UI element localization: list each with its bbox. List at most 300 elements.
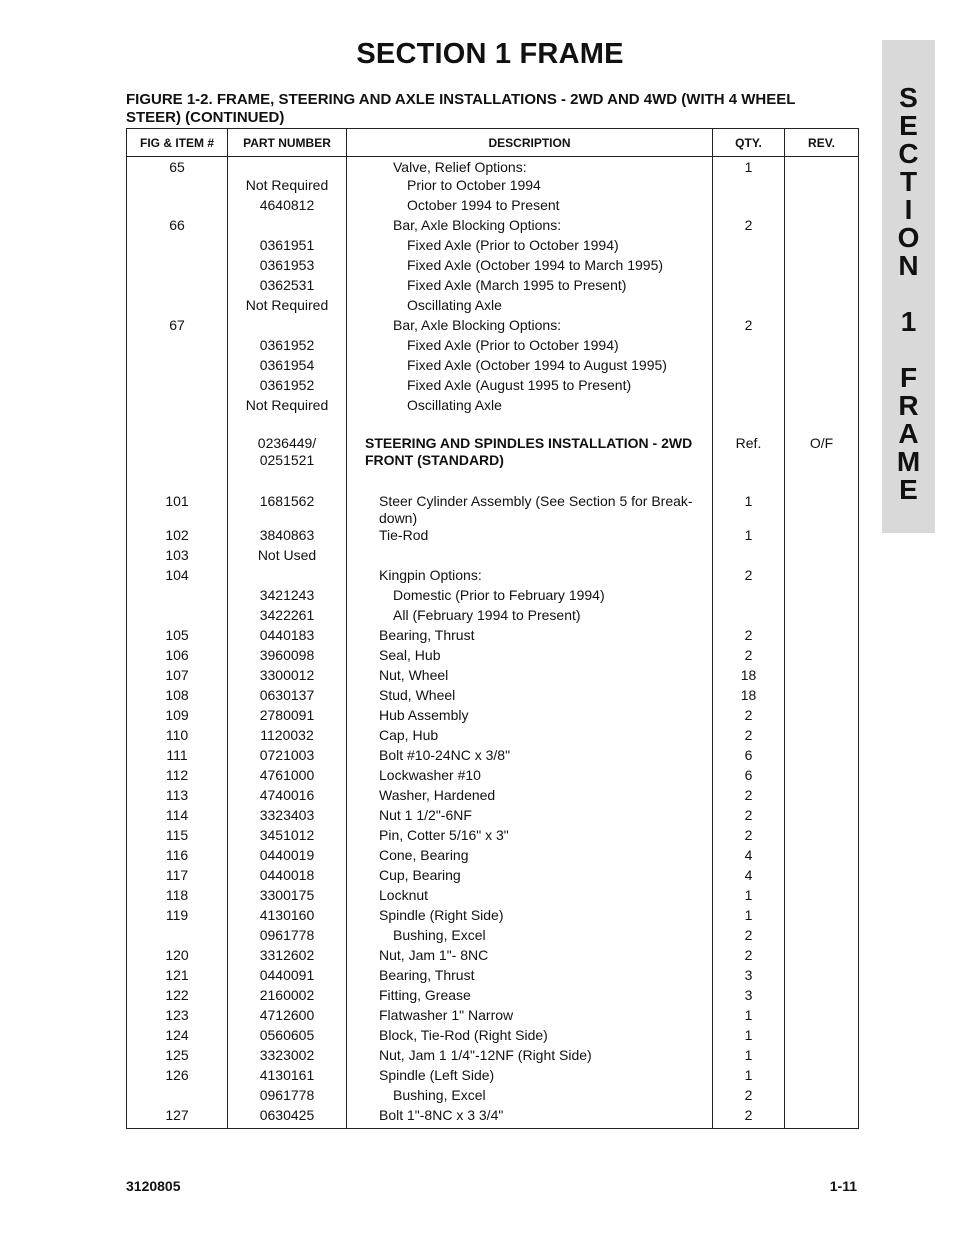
item-number-cell: 123 (127, 1007, 228, 1027)
revision-cell (785, 787, 859, 807)
quantity-cell (713, 357, 785, 377)
part-number-cell: 0721003 (228, 747, 347, 767)
description-cell: Fixed Axle (Prior to October 1994) (347, 237, 713, 257)
item-number-cell: 101 (127, 493, 228, 527)
item-number-cell: 118 (127, 887, 228, 907)
revision-cell (785, 667, 859, 687)
side-tab-letter: 1 (900, 306, 917, 337)
quantity-cell (713, 297, 785, 317)
revision-cell (785, 217, 859, 237)
item-number-cell (127, 927, 228, 947)
part-number-cell: 3300175 (228, 887, 347, 907)
part-number-cell: Not Required (228, 397, 347, 417)
quantity-cell (713, 177, 785, 197)
part-number-cell: 4130160 (228, 907, 347, 927)
description-cell: Bushing, Excel (347, 1087, 713, 1107)
description-cell: Prior to October 1994 (347, 177, 713, 197)
part-number-cell: 4761000 (228, 767, 347, 787)
part-number-cell: 3840863 (228, 527, 347, 547)
item-number-cell (127, 377, 228, 397)
side-tab-letter: O (897, 222, 920, 253)
item-number-cell (127, 607, 228, 627)
table-row (127, 1007, 859, 1027)
table-row (127, 277, 859, 297)
figure-title: FIGURE 1-2. FRAME, STEERING AND AXLE INSTALLATIONS - 2WD AND 4WD (WITH 4 WHEEL STEER) (CONTINUED) (126, 91, 796, 126)
table-row (127, 297, 859, 317)
part-number-cell: 0440018 (228, 867, 347, 887)
side-tab-letter: A (898, 418, 919, 449)
description-cell: Lockwasher #10 (347, 767, 713, 787)
revision-cell (785, 827, 859, 847)
item-number-cell: 105 (127, 627, 228, 647)
item-number-cell: 103 (127, 547, 228, 567)
description-cell: Nut, Jam 1"- 8NC (347, 947, 713, 967)
description-cell: Bearing, Thrust (347, 967, 713, 987)
table-row (127, 767, 859, 787)
item-number-cell: 112 (127, 767, 228, 787)
parts-table (126, 128, 859, 1129)
table-row (127, 987, 859, 1007)
part-number-cell: 3312602 (228, 947, 347, 967)
side-tab-letter: S (899, 82, 918, 113)
table-row (127, 867, 859, 887)
revision-cell (785, 647, 859, 667)
part-number-cell: 2160002 (228, 987, 347, 1007)
side-tab-letter: N (898, 250, 919, 281)
revision-cell: O/F (785, 435, 859, 475)
item-number-cell (127, 417, 228, 435)
revision-cell (785, 277, 859, 297)
item-number-cell: 127 (127, 1107, 228, 1129)
item-number-cell: 125 (127, 1047, 228, 1067)
table-row (127, 747, 859, 767)
revision-cell (785, 1027, 859, 1047)
item-number-cell: 106 (127, 647, 228, 667)
table-row (127, 527, 859, 547)
quantity-cell: 2 (713, 927, 785, 947)
item-number-cell: 126 (127, 1067, 228, 1087)
item-number-cell: 111 (127, 747, 228, 767)
part-number-cell: 0961778 (228, 1087, 347, 1107)
description-cell: Fixed Axle (October 1994 to March 1995) (347, 257, 713, 277)
quantity-cell (713, 277, 785, 297)
quantity-cell: 3 (713, 987, 785, 1007)
table-row (127, 947, 859, 967)
quantity-cell (713, 197, 785, 217)
part-number-cell: 0630137 (228, 687, 347, 707)
table-row (127, 567, 859, 587)
quantity-cell (713, 257, 785, 277)
quantity-cell: 6 (713, 767, 785, 787)
part-number-cell: 4712600 (228, 1007, 347, 1027)
item-number-cell: 104 (127, 567, 228, 587)
item-number-cell (127, 1087, 228, 1107)
revision-cell (785, 1107, 859, 1129)
table-row (127, 847, 859, 867)
description-cell: Locknut (347, 887, 713, 907)
part-number-cell: 0630425 (228, 1107, 347, 1129)
revision-cell (785, 607, 859, 627)
quantity-cell: 18 (713, 687, 785, 707)
part-number-cell: 0236449/ 0251521 (228, 435, 347, 475)
item-number-cell (127, 257, 228, 277)
table-header-row (127, 129, 859, 157)
quantity-cell (713, 475, 785, 493)
revision-cell (785, 1047, 859, 1067)
part-number-cell: 0440091 (228, 967, 347, 987)
description-cell: Nut 1 1/2"-6NF (347, 807, 713, 827)
table-row (127, 1107, 859, 1129)
part-number-cell: 0361954 (228, 357, 347, 377)
header-fig-item: FIG & ITEM # (127, 129, 228, 157)
quantity-cell (713, 607, 785, 627)
description-cell: Seal, Hub (347, 647, 713, 667)
part-number-cell: 4640812 (228, 197, 347, 217)
item-number-cell (127, 197, 228, 217)
description-cell: Spindle (Left Side) (347, 1067, 713, 1087)
description-cell: Fixed Axle (Prior to October 1994) (347, 337, 713, 357)
revision-cell (785, 627, 859, 647)
table-row (127, 547, 859, 567)
table-row (127, 787, 859, 807)
description-cell: Washer, Hardened (347, 787, 713, 807)
description-cell: Bushing, Excel (347, 927, 713, 947)
revision-cell (785, 527, 859, 547)
part-number-cell: 0361953 (228, 257, 347, 277)
description-cell: Block, Tie-Rod (Right Side) (347, 1027, 713, 1047)
item-number-cell: 102 (127, 527, 228, 547)
item-number-cell: 117 (127, 867, 228, 887)
page-number: 1-11 (829, 1178, 857, 1194)
description-cell: Nut, Wheel (347, 667, 713, 687)
revision-cell (785, 197, 859, 217)
description-cell: Fixed Axle (October 1994 to August 1995) (347, 357, 713, 377)
quantity-cell (713, 237, 785, 257)
table-row (127, 435, 859, 475)
table-row (127, 197, 859, 217)
table-row (127, 587, 859, 607)
quantity-cell: 1 (713, 157, 785, 177)
description-cell: Pin, Cotter 5/16" x 3" (347, 827, 713, 847)
part-number-cell (228, 567, 347, 587)
revision-cell (785, 747, 859, 767)
item-number-cell (127, 475, 228, 493)
item-number-cell: 119 (127, 907, 228, 927)
description-cell: Kingpin Options: (347, 567, 713, 587)
part-number-cell: 4740016 (228, 787, 347, 807)
part-number-cell: 0361951 (228, 237, 347, 257)
table-row (127, 607, 859, 627)
quantity-cell: 1 (713, 907, 785, 927)
side-tab-letter: T (899, 166, 918, 197)
table-row (127, 967, 859, 987)
item-number-cell (127, 237, 228, 257)
header-rev: REV. (785, 129, 859, 157)
table-row (127, 475, 859, 493)
table-row (127, 727, 859, 747)
revision-cell (785, 377, 859, 397)
revision-cell (785, 927, 859, 947)
item-number-cell (127, 297, 228, 317)
description-cell: Bar, Axle Blocking Options: (347, 317, 713, 337)
part-number-cell: Not Required (228, 297, 347, 317)
part-number-cell: Not Used (228, 547, 347, 567)
table-row (127, 257, 859, 277)
document-number: 3120805 (126, 1178, 181, 1194)
revision-cell (785, 967, 859, 987)
item-number-cell: 124 (127, 1027, 228, 1047)
quantity-cell: 2 (713, 567, 785, 587)
item-number-cell: 109 (127, 707, 228, 727)
revision-cell (785, 587, 859, 607)
quantity-cell: 2 (713, 1087, 785, 1107)
revision-cell (785, 1007, 859, 1027)
part-number-cell: 0361952 (228, 337, 347, 357)
part-number-cell: 1681562 (228, 493, 347, 527)
quantity-cell (713, 417, 785, 435)
quantity-cell: 3 (713, 967, 785, 987)
table-row (127, 707, 859, 727)
quantity-cell (713, 547, 785, 567)
revision-cell (785, 1067, 859, 1087)
quantity-cell: 2 (713, 1107, 785, 1129)
revision-cell (785, 767, 859, 787)
table-row (127, 357, 859, 377)
part-number-cell: 3421243 (228, 587, 347, 607)
header-description: DESCRIPTION (347, 129, 713, 157)
revision-cell (785, 987, 859, 1007)
side-tab-letter: R (898, 390, 919, 421)
item-number-cell: 120 (127, 947, 228, 967)
side-tab-letter: E (899, 110, 918, 141)
side-tab-letter: I (904, 194, 913, 225)
part-number-cell: 3422261 (228, 607, 347, 627)
description-cell: Steer Cylinder Assembly (See Section 5 for Break-down) (347, 493, 713, 527)
header-part-number: PART NUMBER (228, 129, 347, 157)
table-row (127, 493, 859, 527)
part-number-cell: 0361952 (228, 377, 347, 397)
description-cell (347, 547, 713, 567)
revision-cell (785, 257, 859, 277)
item-number-cell: 108 (127, 687, 228, 707)
part-number-cell: 0560605 (228, 1027, 347, 1047)
table-row (127, 377, 859, 397)
description-cell: Valve, Relief Options: (347, 157, 713, 177)
table-row (127, 237, 859, 257)
quantity-cell: 2 (713, 827, 785, 847)
revision-cell (785, 567, 859, 587)
description-cell: Cone, Bearing (347, 847, 713, 867)
revision-cell (785, 397, 859, 417)
revision-cell (785, 237, 859, 257)
quantity-cell (713, 377, 785, 397)
quantity-cell: 1 (713, 1007, 785, 1027)
quantity-cell (713, 587, 785, 607)
quantity-cell: 2 (713, 947, 785, 967)
quantity-cell: 1 (713, 887, 785, 907)
item-number-cell (127, 177, 228, 197)
description-cell: Bearing, Thrust (347, 627, 713, 647)
quantity-cell: 2 (713, 787, 785, 807)
item-number-cell (127, 357, 228, 377)
quantity-cell: 2 (713, 647, 785, 667)
table-row (127, 317, 859, 337)
quantity-cell: 2 (713, 807, 785, 827)
part-number-cell: Not Required (228, 177, 347, 197)
quantity-cell: 1 (713, 493, 785, 527)
part-number-cell: 0362531 (228, 277, 347, 297)
description-cell: Bolt #10-24NC x 3/8" (347, 747, 713, 767)
item-number-cell (127, 587, 228, 607)
table-row (127, 177, 859, 197)
revision-cell (785, 1087, 859, 1107)
item-number-cell: 67 (127, 317, 228, 337)
section-side-tab (882, 40, 935, 533)
item-number-cell: 115 (127, 827, 228, 847)
revision-cell (785, 337, 859, 357)
table-row (127, 1047, 859, 1067)
description-cell: STEERING AND SPINDLES INSTALLATION - 2WD FRONT (STANDARD) (347, 435, 713, 475)
revision-cell (785, 687, 859, 707)
revision-cell (785, 847, 859, 867)
description-cell: Bolt 1"-8NC x 3 3/4" (347, 1107, 713, 1129)
table-row (127, 397, 859, 417)
description-cell: Oscillating Axle (347, 297, 713, 317)
description-cell: Cap, Hub (347, 727, 713, 747)
item-number-cell: 122 (127, 987, 228, 1007)
part-number-cell: 1120032 (228, 727, 347, 747)
description-cell: Spindle (Right Side) (347, 907, 713, 927)
description-cell: Fixed Axle (March 1995 to Present) (347, 277, 713, 297)
table-row (127, 887, 859, 907)
item-number-cell: 116 (127, 847, 228, 867)
description-cell: Domestic (Prior to February 1994) (347, 587, 713, 607)
revision-cell (785, 727, 859, 747)
revision-cell (785, 493, 859, 527)
part-number-cell: 2780091 (228, 707, 347, 727)
quantity-cell: 18 (713, 667, 785, 687)
quantity-cell: 1 (713, 1047, 785, 1067)
quantity-cell: 2 (713, 727, 785, 747)
table-row (127, 1067, 859, 1087)
description-cell: Oscillating Axle (347, 397, 713, 417)
table-row (127, 907, 859, 927)
revision-cell (785, 707, 859, 727)
description-cell: Bar, Axle Blocking Options: (347, 217, 713, 237)
part-number-cell: 3323403 (228, 807, 347, 827)
description-cell: Fitting, Grease (347, 987, 713, 1007)
item-number-cell: 107 (127, 667, 228, 687)
parts-table-body (127, 157, 859, 1129)
item-number-cell: 65 (127, 157, 228, 177)
item-number-cell: 66 (127, 217, 228, 237)
table-row (127, 337, 859, 357)
revision-cell (785, 547, 859, 567)
revision-cell (785, 297, 859, 317)
description-cell (347, 475, 713, 493)
part-number-cell (228, 317, 347, 337)
quantity-cell: 4 (713, 867, 785, 887)
revision-cell (785, 807, 859, 827)
part-number-cell (228, 475, 347, 493)
quantity-cell: Ref. (713, 435, 785, 475)
item-number-cell: 110 (127, 727, 228, 747)
revision-cell (785, 475, 859, 493)
description-cell: October 1994 to Present (347, 197, 713, 217)
table-row (127, 807, 859, 827)
item-number-cell (127, 397, 228, 417)
revision-cell (785, 887, 859, 907)
part-number-cell (228, 157, 347, 177)
table-row (127, 927, 859, 947)
revision-cell (785, 177, 859, 197)
table-row (127, 627, 859, 647)
quantity-cell: 1 (713, 527, 785, 547)
table-row (127, 1087, 859, 1107)
table-row (127, 827, 859, 847)
description-cell: Tie-Rod (347, 527, 713, 547)
table-row (127, 667, 859, 687)
quantity-cell: 4 (713, 847, 785, 867)
item-number-cell (127, 337, 228, 357)
table-row (127, 217, 859, 237)
description-cell: Cup, Bearing (347, 867, 713, 887)
quantity-cell: 2 (713, 627, 785, 647)
table-row (127, 1027, 859, 1047)
item-number-cell: 121 (127, 967, 228, 987)
revision-cell (785, 417, 859, 435)
revision-cell (785, 317, 859, 337)
part-number-cell: 3300012 (228, 667, 347, 687)
description-cell: Stud, Wheel (347, 687, 713, 707)
header-qty: QTY. (713, 129, 785, 157)
side-tab-letter: F (899, 362, 918, 393)
item-number-cell: 114 (127, 807, 228, 827)
part-number-cell: 3960098 (228, 647, 347, 667)
quantity-cell: 2 (713, 317, 785, 337)
side-tab-letter: E (899, 474, 918, 505)
item-number-cell (127, 277, 228, 297)
part-number-cell: 3451012 (228, 827, 347, 847)
quantity-cell (713, 337, 785, 357)
table-row (127, 417, 859, 435)
part-number-cell: 0961778 (228, 927, 347, 947)
part-number-cell: 0440019 (228, 847, 347, 867)
quantity-cell: 6 (713, 747, 785, 767)
table-row (127, 157, 859, 177)
table-row (127, 647, 859, 667)
part-number-cell (228, 417, 347, 435)
revision-cell (785, 157, 859, 177)
description-cell: All (February 1994 to Present) (347, 607, 713, 627)
revision-cell (785, 947, 859, 967)
revision-cell (785, 867, 859, 887)
description-cell: Flatwasher 1" Narrow (347, 1007, 713, 1027)
side-tab-letter: M (896, 446, 921, 477)
part-number-cell: 3323002 (228, 1047, 347, 1067)
quantity-cell: 2 (713, 217, 785, 237)
quantity-cell: 2 (713, 707, 785, 727)
quantity-cell: 1 (713, 1067, 785, 1087)
section-title: SECTION 1 FRAME (356, 38, 624, 70)
part-number-cell (228, 217, 347, 237)
item-number-cell: 113 (127, 787, 228, 807)
description-cell: Fixed Axle (August 1995 to Present) (347, 377, 713, 397)
revision-cell (785, 357, 859, 377)
part-number-cell: 0440183 (228, 627, 347, 647)
revision-cell (785, 907, 859, 927)
description-cell: Nut, Jam 1 1/4"-12NF (Right Side) (347, 1047, 713, 1067)
